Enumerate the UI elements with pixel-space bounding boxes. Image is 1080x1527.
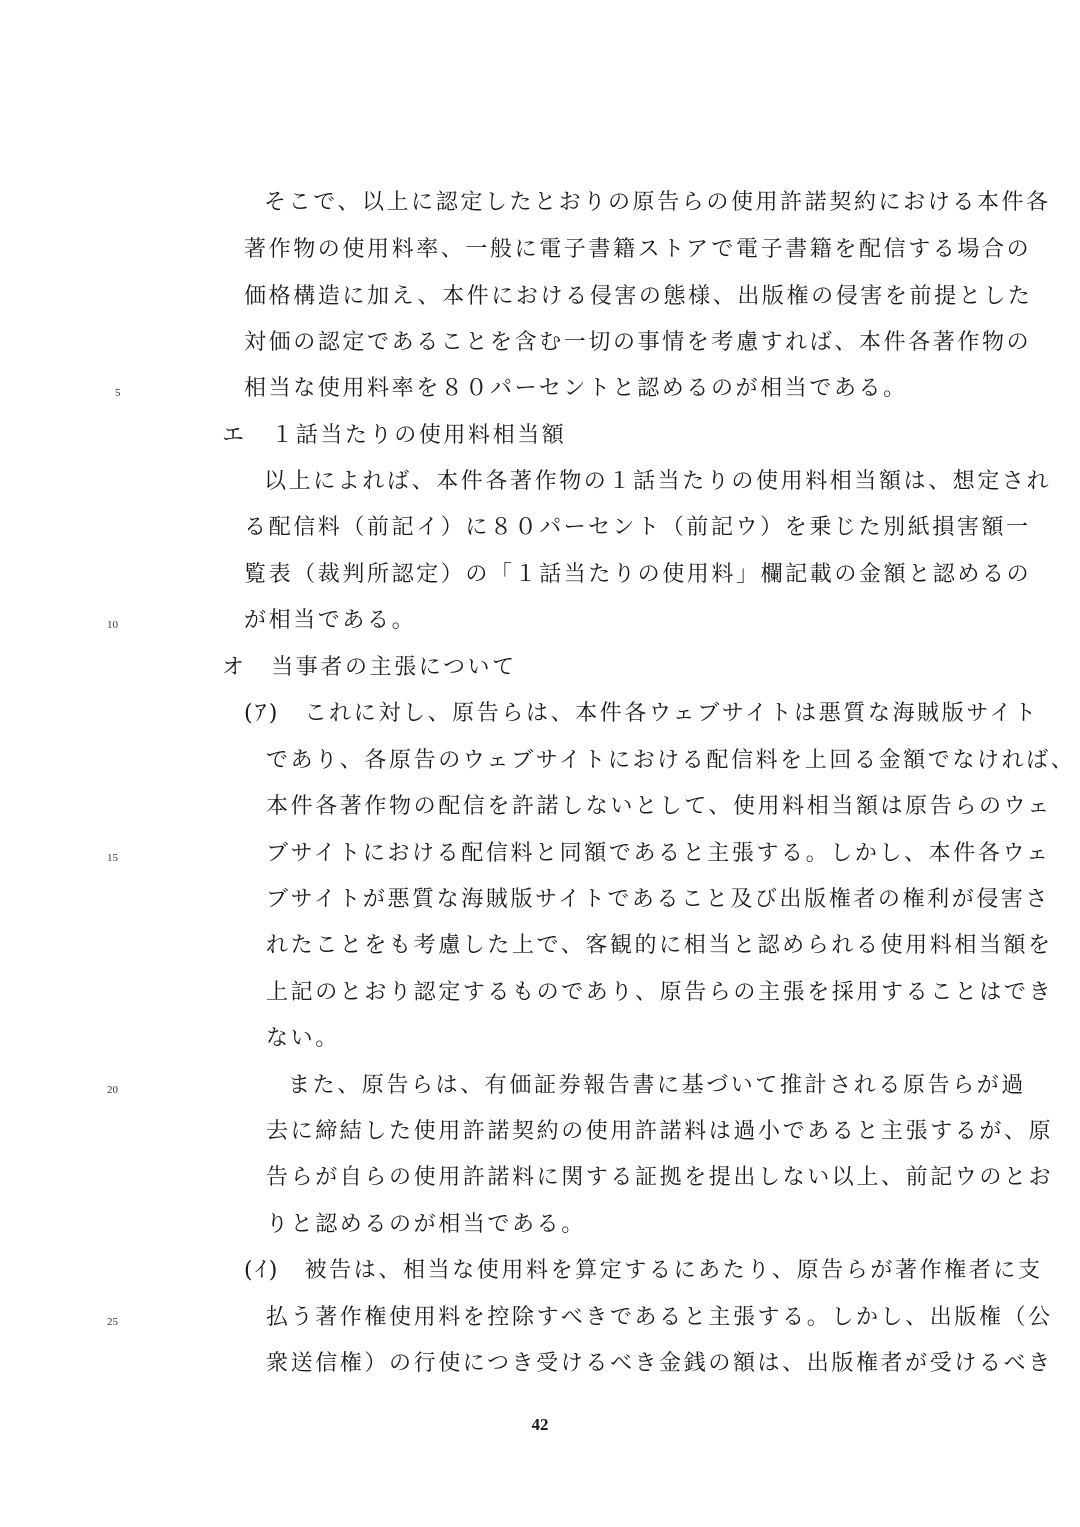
section-heading: オ 当事者の主張について [222,655,517,680]
text-line: 本件各著作物の配信を許諾しないとして、使用料相当額は原告らのウェ [266,794,1052,819]
subsection-line: (ｱ) これに対し、原告らは、本件各ウェブサイトは悪質な海賊版サイト [244,701,1039,726]
text-line: 価格構造に加え、本件における侵害の態様、出版権の侵害を前提とした [244,284,1033,309]
text-line: また、原告らは、有価証券報告書に基づいて推計される原告らが過 [288,1073,1027,1098]
subsection-line: (ｲ) 被告は、相当な使用料を算定するにあたり、原告らが著作権者に支 [244,1258,1043,1283]
line-number: 25 [107,1316,118,1328]
text-line: そこで、以上に認定したとおりの原告らの使用許諾契約における本件各 [264,190,1051,215]
line-number: 5 [115,387,121,399]
line-number: 15 [107,852,118,864]
text-line: 払う著作権使用料を控除すべきであると主張する。しかし、出版権（公 [266,1305,1053,1330]
line-number: 20 [107,1084,118,1096]
text-line: 告らが自らの使用許諾料に関する証拠を提出しない以上、前記ウのとお [266,1165,1054,1190]
text-line: る配信料（前記イ）に８０パーセント（前記ウ）を乗じた別紙損害額一 [244,515,1031,540]
text-line: 去に締結した使用許諾契約の使用許諾料は過小であると主張するが、原 [266,1119,1054,1144]
page-number: 42 [531,1415,549,1434]
text-line: であり、各原告のウェブサイトにおける配信料を上回る金額でなければ、 [266,748,1076,773]
text-line: ブサイトにおける配信料と同額であると主張する。しかし、本件各ウェ [266,841,1051,866]
text-line: 以上によれば、本件各著作物の１話当たりの使用料相当額は、想定され [264,469,1052,494]
text-line: 衆送信権）の行使につき受けるべき金銭の額は、出版権者が受けるべき [266,1351,1053,1376]
section-heading: エ １話当たりの使用料相当額 [222,423,567,448]
text-line: 著作物の使用料率、一般に電子書籍ストアで電子書籍を配信する場合の [244,237,1032,262]
text-line: が相当である。 [244,608,417,633]
text-line: りと認めるのが相当である。 [266,1212,586,1237]
line-number: 10 [107,619,118,631]
text-line: 上記のとおり認定するものであり、原告らの主張を採用することはでき [266,980,1054,1005]
text-line: 対価の認定であることを含む一切の事情を考慮すれば、本件各著作物の [244,330,1032,355]
text-line: ない。 [266,1026,340,1051]
text-line: 相当な使用料率を８０パーセントと認めるのが相当である。 [244,376,908,401]
text-line: 覧表（裁判所認定）の「１話当たりの使用料」欄記載の金額と認めるの [244,562,1032,587]
text-line: れたことをも考慮した上で、客観的に相当と認められる使用料相当額を [266,933,1053,958]
text-line: ブサイトが悪質な海賊版サイトであること及び出版権者の権利が侵害さ [266,887,1051,912]
